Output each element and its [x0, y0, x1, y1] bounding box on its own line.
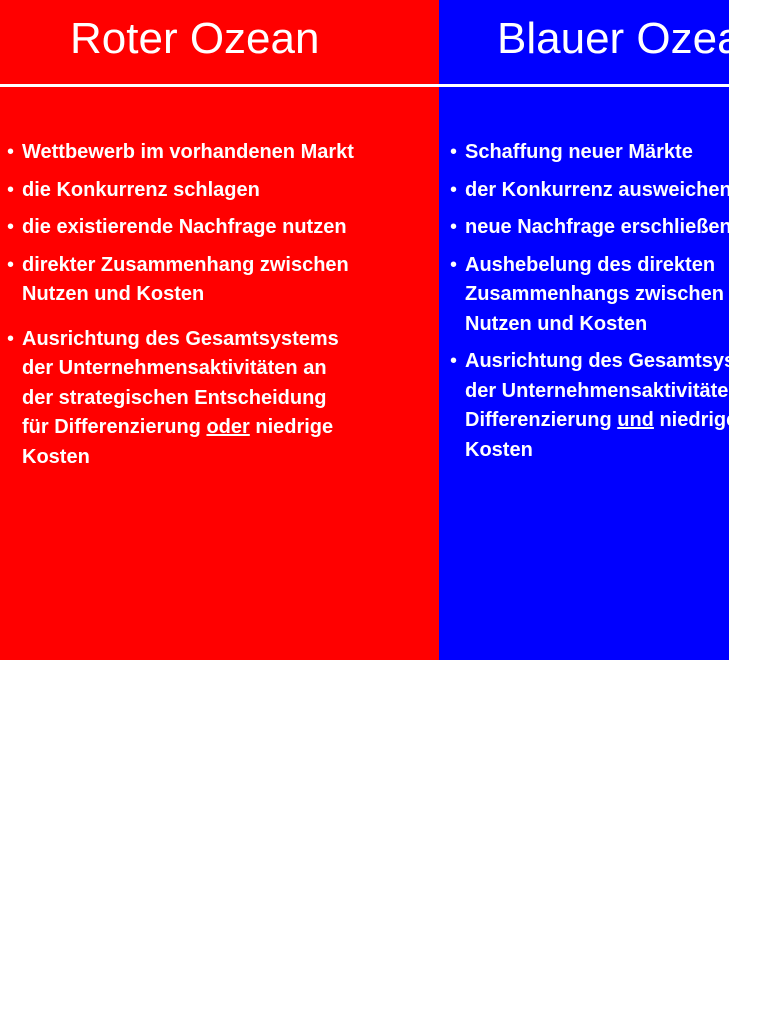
blue-item-3 [450, 213, 782, 243]
red-ocean-list [7, 138, 354, 480]
blue-ocean-title: Blauer Ozean [497, 14, 767, 63]
bullet-icon: • [7, 253, 15, 276]
blue-item-3-line-1: neue Nachfrage erschließen [465, 216, 732, 238]
blue-item-4-line-1: Aushebelung des direkten [465, 253, 716, 276]
red-item-1-line-1: Wettbewerb im vorhandenen Markt [22, 141, 354, 163]
red-item-3 [7, 213, 354, 243]
red-item-5 [7, 325, 354, 473]
red-item-2-line-1: die Konkurrenz schlagen [22, 178, 260, 201]
blue-item-5-line-3 [465, 406, 782, 436]
blue-item-4 [450, 251, 782, 340]
blue-item-5-line-1: Ausrichtung des Gesamtsystems [465, 350, 782, 372]
bullet-icon: • [450, 141, 458, 163]
red-item-4-line-2: Nutzen und Kosten [22, 283, 205, 305]
red-item-5-line-5: Kosten [22, 445, 90, 468]
blue-item-2-line-1: der Konkurrenz ausweichen [465, 178, 732, 201]
blue-item-5-before: Differenzierung [465, 409, 618, 431]
red-item-5-line-3: der strategischen Entscheidung [22, 386, 327, 409]
blue-item-5 [450, 347, 782, 465]
red-item-2 [7, 176, 354, 206]
red-item-5-line-2: der Unternehmensaktivitäten an [22, 357, 327, 379]
bullet-icon: • [450, 178, 458, 201]
bullet-icon: • [450, 350, 458, 372]
blue-item-4-line-2: Zusammenhangs zwischen [465, 283, 724, 305]
red-item-4 [7, 251, 354, 310]
red-item-5-line-1: Ausrichtung des Gesamtsystems [22, 327, 339, 350]
bullet-icon: • [7, 178, 15, 201]
underlined-oder: oder [206, 416, 250, 438]
red-item-5-before: für Differenzierung [22, 416, 207, 438]
blue-ocean-column [439, 0, 782, 660]
blue-ocean-list [450, 138, 782, 473]
red-item-4-line-1: direkter Zusammenhang zwischen [22, 253, 349, 276]
blue-item-1-line-1: Schaffung neuer Märkte [465, 141, 693, 163]
header-divider [0, 84, 729, 87]
bullet-icon: • [7, 141, 15, 163]
blue-item-2 [450, 176, 782, 206]
red-item-3-line-1: die existierende Nachfrage nutzen [22, 216, 347, 238]
bullet-icon: • [7, 216, 15, 238]
red-ocean-column [0, 0, 439, 660]
red-item-5-after: niedrige [249, 416, 334, 438]
bullet-icon: • [450, 253, 458, 276]
blue-item-5-line-2: der Unternehmensaktivitäten auf [465, 379, 777, 402]
blue-item-5-line-4: Kosten [465, 438, 533, 461]
blue-item-4-line-3: Nutzen und Kosten [465, 312, 648, 335]
bullet-icon: • [450, 216, 458, 238]
blue-item-1 [450, 138, 782, 168]
bullet-icon: • [7, 327, 15, 350]
blue-item-5-after: niedrige [653, 409, 738, 431]
red-item-1 [7, 138, 354, 168]
red-item-5-line-4 [22, 413, 354, 443]
underlined-und: und [617, 409, 654, 431]
red-ocean-title: Roter Ozean [70, 14, 320, 63]
